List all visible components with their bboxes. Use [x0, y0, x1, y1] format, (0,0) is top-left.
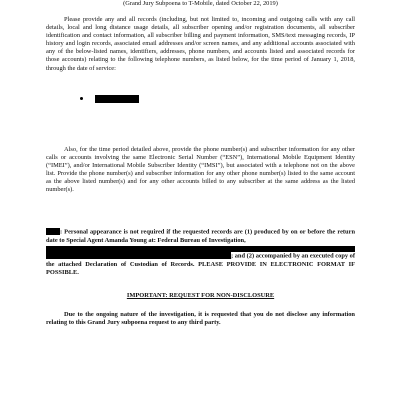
redacted-address-line-2: [46, 252, 231, 259]
personal-appearance-paragraph: [46, 228, 355, 277]
personal-appearance-text-2: ; and (2) accompanied by an executed copy of the attached Declaration of Custodian of Records. PLEASE PROVIDE IN ELECTRONIC FORMAT IF POSSIBLE.: [46, 252, 355, 277]
bullet-marker: [80, 97, 83, 100]
records-request-paragraph: Please provide any and all records (including, but not limited to, incoming and outgoing calls with any call details, local and long distance usage details, all subscriber opening and/or registration documents, all subscriber identification and contact information, all subscriber billing and payment information, SMS/text messaging records, IP history and login records, associated email addresses and/or screen names, and any additional accounts associated with any of the below-listed names, identifiers, addresses, phone numbers, and accounts listed and associated records for those accounts) relating to the following telephone numbers, as listed below, for the time period of January 1, 2018, through the date of service:: [46, 16, 355, 72]
redacted-address-line-1: [46, 246, 355, 253]
additional-information-paragraph: Also, for the time period detailed above, provide the phone number(s) and subscriber information for any other calls or accounts involving the same Electronic Serial Number (“ESN”), International Mobile Equipment Identity (“IMEI”), and/or International Mobile Subscriber Identity (“IMSI”), but associated with a telephone not on the above list. Provide the phone number(s) and subscriber information for any other phone number(s) listed to the same account as the above listed number(s) and for any other accounts billed to any subscriber at the same address as the listed number(s).: [46, 146, 355, 194]
redacted-phone-number: [95, 95, 139, 103]
redacted-label: [46, 228, 60, 235]
personal-appearance-text-1: : Personal appearance is not required if the requested records are (1) produced by on or before the return date to Special Agent Amanda Young at: Federal Bureau of Investigation,: [46, 228, 355, 244]
non-disclosure-heading: IMPORTANT: REQUEST FOR NON-DISCLOSURE: [126, 292, 275, 299]
non-disclosure-paragraph: Due to the ongoing nature of the investigation, it is requested that you do not disclose any information relating to this Grand Jury subpoena request to any third party.: [46, 311, 355, 327]
document-subtitle: (Grand Jury Subpoena to T-Mobile, dated October 22, 2019): [123, 0, 278, 7]
